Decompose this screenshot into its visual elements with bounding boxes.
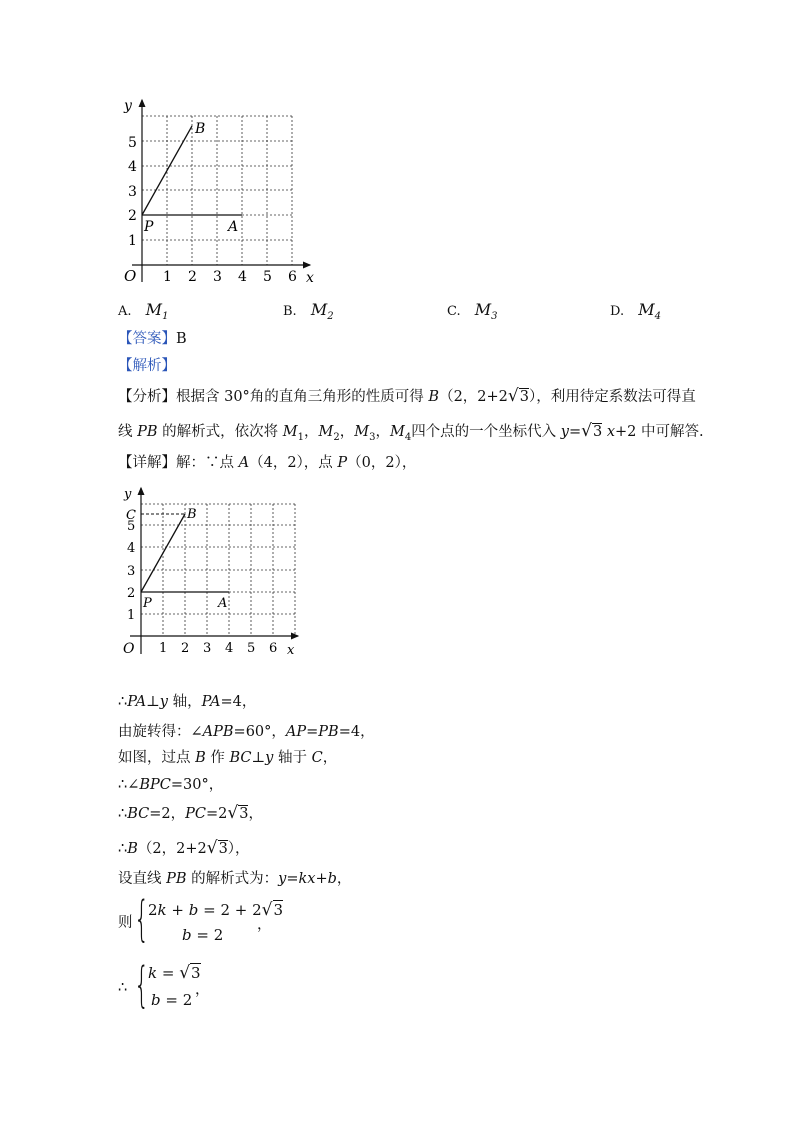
fenxi-line-pb: PB: [137, 424, 158, 440]
xiangjie-p: P: [337, 455, 348, 471]
step-var: PA: [201, 694, 221, 710]
fenxi-m3: M: [354, 424, 370, 440]
grid-lines: [141, 504, 295, 636]
eq-var: b: [188, 901, 199, 919]
y-tick-5: 5: [128, 135, 137, 151]
step-text: =30°，: [170, 777, 224, 793]
fenxi-text: 的解析式，依次将: [157, 424, 283, 440]
sqrt-sign: √: [507, 386, 519, 406]
x-tick-1: 1: [159, 641, 168, 656]
step-6: [118, 838, 250, 859]
step-var: y: [265, 750, 274, 766]
therefore-symbol: ∴: [118, 980, 128, 996]
step-text: =2，: [149, 806, 186, 822]
step-9-label: [118, 978, 127, 998]
step-var: PC: [185, 806, 206, 822]
sqrt-sign: √: [227, 803, 239, 823]
step-text: 设直线: [118, 871, 167, 887]
x-tick-5: 5: [263, 269, 272, 285]
y-axis-label: y: [124, 98, 132, 114]
step-text: =: [306, 724, 319, 740]
point-a-label: A: [228, 219, 239, 235]
step-text: +: [315, 871, 328, 887]
option-a-letter: A.: [118, 304, 132, 319]
fenxi-x: x: [606, 424, 616, 440]
fenxi-line-1: [118, 386, 696, 407]
fenxi-sub: 2: [333, 431, 340, 443]
y-axis-label: y: [124, 487, 132, 502]
option-b: [283, 300, 334, 322]
eq-var: k: [157, 901, 167, 919]
step-text: ，: [195, 982, 210, 998]
step-text: =60°，: [233, 724, 286, 740]
step-text: 由旋转得：∠: [118, 724, 203, 740]
step-2: [118, 722, 375, 742]
xiangjie-a: A: [238, 455, 250, 471]
step-var: B: [195, 750, 206, 766]
fenxi-sub: 4: [404, 431, 412, 443]
step-var: BC: [127, 806, 150, 822]
step-var: B: [127, 841, 138, 857]
step-var: b: [327, 871, 337, 887]
fenxi-sub: 1: [297, 431, 304, 443]
step-text: ，: [336, 871, 352, 887]
eq-var: k: [148, 964, 158, 982]
system-2-eq-1: [148, 963, 201, 983]
step-var: AP: [285, 724, 307, 740]
sqrt-sign: √: [179, 963, 191, 983]
system-2-eq-2: [151, 990, 192, 1010]
step-text: ，: [257, 917, 272, 933]
analysis-heading: [118, 356, 176, 376]
step-8-label: [118, 913, 133, 933]
step-1: [118, 692, 256, 712]
step-text: ∴∠: [118, 777, 140, 793]
option-a-symbol: $M_1$: [145, 300, 169, 323]
coordinate-graph-1: [110, 92, 330, 292]
fenxi-y: y: [560, 424, 569, 440]
step-text: （2，2+2: [137, 841, 207, 857]
step-text: ，: [248, 806, 263, 822]
option-c-letter: C.: [447, 304, 461, 319]
eq-text: +: [166, 901, 189, 919]
x-tick-3: 3: [213, 269, 222, 285]
xiangjie-text: 解：∵点: [176, 455, 239, 471]
y-tick-1: 1: [128, 233, 137, 249]
x-tick-4: 4: [238, 269, 247, 285]
x-tick-6: 6: [269, 641, 278, 656]
sqrt-radicand: 3: [191, 964, 201, 982]
y-tick-3: 3: [128, 184, 137, 200]
step-text: 轴于: [273, 750, 312, 766]
answer-line: [118, 329, 187, 349]
x-tick-2: 2: [181, 641, 190, 656]
fenxi-m4: M: [389, 424, 405, 440]
answer-value: B: [176, 331, 187, 347]
point-b-label: B: [195, 121, 206, 137]
point-b-label: B: [187, 507, 197, 522]
step-text: ∴: [118, 841, 128, 857]
system-1-eq-2: [182, 925, 223, 945]
fenxi-tag: 【分析】: [118, 389, 176, 405]
option-a: [118, 300, 168, 322]
eq-text: =: [157, 964, 180, 982]
analysis-tag: 【解析】: [118, 358, 176, 374]
y-tick-2: 2: [127, 586, 136, 601]
y-tick-2: 2: [128, 208, 137, 224]
y-tick-4: 4: [128, 159, 137, 175]
coordinate-graph-2: [110, 484, 310, 684]
xiangjie-tag: 【详解】: [118, 455, 176, 471]
point-p-label: P: [143, 596, 152, 611]
step-var: APB: [202, 724, 234, 740]
step-3: [118, 748, 337, 768]
eq-text: 2: [148, 901, 158, 919]
step-7: [118, 869, 351, 889]
step-var: PA: [127, 694, 147, 710]
fenxi-point: B: [428, 389, 440, 405]
step-var: PB: [318, 724, 339, 740]
step-var: BC: [229, 750, 252, 766]
step-text: ），: [227, 841, 250, 857]
xiangjie-line: [118, 453, 416, 473]
x-tick-4: 4: [225, 641, 234, 656]
sqrt-radicand: 3: [593, 424, 603, 440]
step-text: =2: [206, 806, 228, 822]
step-var: y: [159, 694, 168, 710]
sqrt-sign: √: [261, 900, 273, 920]
x-tick-2: 2: [188, 269, 197, 285]
sqrt-radicand: 3: [218, 841, 228, 857]
fenxi-text: 线: [118, 424, 138, 440]
left-brace: {: [134, 891, 150, 947]
point-a-label: A: [218, 596, 228, 611]
fenxi-m1: M: [282, 424, 298, 440]
step-5: [118, 803, 263, 824]
step-var: y: [278, 871, 287, 887]
origin-label: O: [123, 641, 135, 657]
step-var: PB: [166, 871, 187, 887]
step-text: =4，: [338, 724, 375, 740]
answer-tag: 【答案】: [118, 331, 176, 347]
step-text: ，: [322, 750, 338, 766]
eq-var: b: [151, 991, 161, 1009]
sqrt-radicand: 3: [239, 806, 249, 822]
therefore-symbol: ∴: [118, 694, 128, 710]
option-b-letter: B.: [283, 304, 297, 319]
step-text: 作: [205, 750, 230, 766]
perp-symbol: ⊥: [146, 694, 160, 710]
fenxi-text: 四个点的一个坐标代入: [411, 424, 561, 440]
sqrt-sign: √: [581, 421, 592, 441]
sqrt-sign: √: [206, 838, 218, 858]
fenxi-eq: =: [569, 424, 582, 440]
y-tick-3: 3: [127, 564, 136, 579]
step-8-end: [257, 915, 272, 935]
eq-var: b: [182, 926, 192, 944]
x-tick-5: 5: [247, 641, 256, 656]
step-var: kx: [298, 871, 316, 887]
origin-label: O: [124, 267, 137, 285]
step-text: ∴: [118, 806, 128, 822]
x-axis-label: x: [287, 643, 295, 658]
x-tick-1: 1: [163, 269, 172, 285]
sqrt-radicand: 3: [273, 901, 284, 919]
option-b-symbol: $M_2$: [310, 300, 334, 323]
sqrt-radicand: 3: [519, 389, 529, 405]
step-9-end: [195, 980, 210, 1000]
step-text: =: [286, 871, 299, 887]
left-brace: {: [134, 957, 150, 1013]
fenxi-sub: 3: [369, 431, 376, 443]
step-text: 的解析式为：: [186, 871, 279, 887]
perp-symbol: ⊥: [251, 750, 266, 766]
x-tick-3: 3: [203, 641, 212, 656]
step-var: BPC: [139, 777, 171, 793]
fenxi-text: ），利用待定系数法可得直: [528, 389, 696, 405]
fenxi-text: 根据含 30°角的直角三角形的性质可得: [176, 389, 429, 405]
x-tick-6: 6: [288, 269, 297, 285]
fenxi-line-2: 线 PB 的解析式，依次将 $M_1$，$M_2$，$M_3$，$M_4$四个点的一个坐标代入 y=√3 x+2 中可解答.: [118, 421, 704, 443]
grid-lines: [142, 116, 292, 265]
y-tick-5: 5: [127, 519, 136, 534]
y-tick-1: 1: [127, 608, 136, 623]
xiangjie-text: （0，2），: [347, 455, 417, 471]
step-var: C: [311, 750, 323, 766]
eq-text: = 2 + 2: [198, 901, 262, 919]
step-text: 如图，过点: [118, 750, 196, 766]
xiangjie-text: （4，2），点: [249, 455, 338, 471]
step-text: 则: [118, 915, 133, 931]
fenxi-coord: （2，2+2: [439, 389, 508, 405]
point-c-label: C: [126, 508, 136, 523]
option-c-symbol: $M_3$: [474, 300, 498, 323]
eq-text: = 2: [191, 926, 224, 944]
fenxi-m2: M: [318, 424, 334, 440]
step-text: =4，: [220, 694, 257, 710]
option-c: [447, 300, 498, 322]
option-d-symbol: $M_4$: [638, 300, 661, 323]
step-text: 轴，: [167, 694, 202, 710]
option-d-letter: D.: [610, 304, 625, 319]
y-tick-4: 4: [127, 541, 136, 556]
point-p-label: P: [144, 219, 154, 235]
x-axis-label: x: [306, 270, 314, 286]
fenxi-text: +2 中可解答.: [615, 424, 704, 440]
eq-text: = 2: [160, 991, 193, 1009]
step-4: [118, 775, 223, 795]
option-d: [610, 300, 661, 322]
